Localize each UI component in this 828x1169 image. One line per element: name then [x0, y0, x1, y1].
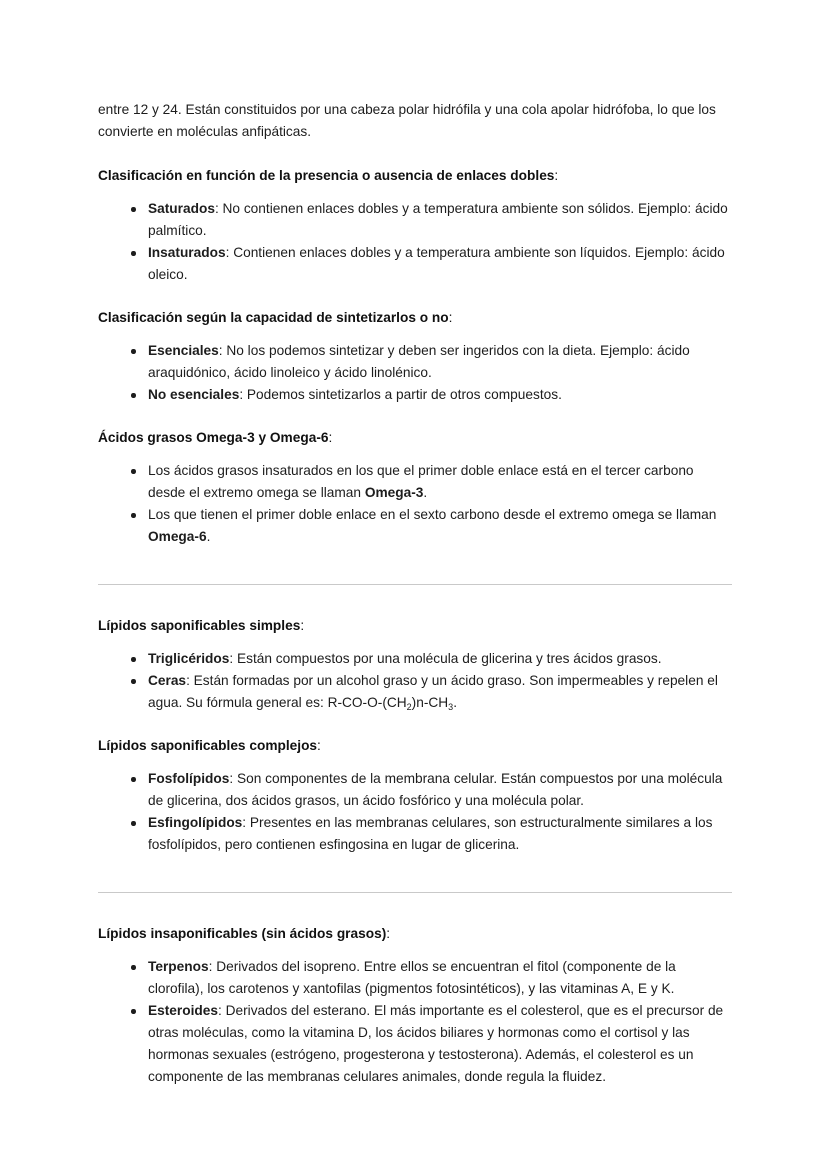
list-capacidad-sintetizarlos [98, 340, 732, 406]
list-item [98, 198, 732, 242]
spacer [98, 637, 732, 648]
list-item [98, 956, 732, 1000]
list-item-body: : Están formadas por un alcohol graso y un ácido graso. Son impermeables y repelen el agua. Su fórmula general es: [148, 673, 718, 710]
list-item [98, 504, 732, 548]
formula-part-a: R-CO-O-(CH [327, 695, 407, 710]
heading-enlaces-dobles [98, 165, 732, 187]
formula-part-b: )n-CH [411, 695, 449, 710]
list-item-body-post: . [423, 485, 428, 500]
heading-text: Lípidos saponificables simples [98, 618, 301, 633]
spacer [98, 286, 732, 307]
list-item-body: Los ácidos grasos insaturados en los que el primer doble enlace está en el tercer carbono desde el extremo omega se llaman [148, 463, 694, 500]
list-item-body: : Derivados del esterano. El más importante es el colesterol, que es el precursor de otras moléculas, como la vitamina D, los ácidos biliares y hormonas como el cortisol y las hormonas sexuales (estrógeno, progesterona y testosterona). Además, el colesterol es un componente de las membranas celulares animales, donde regula la fluidez. [148, 1003, 724, 1084]
list-item [98, 460, 732, 504]
spacer [98, 449, 732, 460]
spacer [98, 893, 732, 923]
list-item-emphasis: Omega-3 [364, 485, 424, 500]
list-item [98, 340, 732, 384]
list-item [98, 768, 732, 812]
heading-insaponificables [98, 923, 732, 945]
heading-omega-3-omega-6 [98, 427, 732, 449]
spacer [98, 143, 732, 165]
list-item-emphasis: Omega-6 [148, 529, 207, 544]
spacer [98, 856, 732, 892]
list-item-body: Los que tienen el primer doble enlace en el sexto carbono desde el extremo omega se llaman [148, 507, 717, 522]
heading-text: Lípidos insaponificables (sin ácidos grasos) [98, 926, 387, 941]
list-item [98, 242, 732, 286]
heading-colon: : [317, 738, 321, 753]
heading-colon: : [448, 310, 453, 325]
list-item-term: Saturados [148, 201, 215, 216]
spacer [98, 406, 732, 427]
spacer [98, 329, 732, 340]
formula-subscript-2: 2 [406, 702, 412, 712]
list-item-term: Ceras [148, 673, 187, 688]
list-saponificables-complejos [98, 768, 732, 856]
list-item-term: Insaturados [148, 245, 226, 260]
list-item [98, 670, 732, 714]
spacer [98, 757, 732, 768]
chemical-formula [328, 695, 457, 710]
heading-text: Clasificación en función de la presencia o ausencia de enlaces dobles [98, 168, 555, 183]
heading-saponificables-complejos [98, 735, 732, 757]
list-item-term: Fosfolípidos [148, 771, 230, 786]
heading-colon: : [386, 926, 391, 941]
spacer [98, 945, 732, 956]
heading-colon: : [300, 618, 305, 633]
heading-text: Lípidos saponificables complejos [98, 738, 318, 753]
list-insaponificables [98, 956, 732, 1088]
list-item-body: : Derivados del isopreno. Entre ellos se encuentran el fitol (componente de la clorofila), los carotenos y xantofilas (pigmentos fotosintéticos), y las vitaminas A, E y K. [148, 959, 676, 996]
list-saponificables-simples [98, 648, 732, 714]
spacer [98, 548, 732, 584]
list-item [98, 648, 732, 670]
spacer [98, 585, 732, 615]
list-item-term: Esenciales [148, 343, 219, 358]
list-item-body-post: . [206, 529, 211, 544]
spacer [98, 187, 732, 198]
list-item-term: Esteroides [148, 1003, 218, 1018]
heading-colon: : [328, 430, 333, 445]
heading-saponificables-simples [98, 615, 732, 637]
list-item [98, 812, 732, 856]
list-item-term: Triglicéridos [148, 651, 230, 666]
heading-capacidad-sintetizarlos [98, 307, 732, 329]
list-item-body: : Contienen enlaces dobles y a temperatura ambiente son líquidos. Ejemplo: ácido oleico. [148, 245, 725, 282]
list-item-body: : Podemos sintetizarlos a partir de otros compuestos. [239, 387, 562, 402]
heading-colon: : [554, 168, 559, 183]
document-body [98, 99, 732, 1088]
heading-text: Ácidos grasos Omega-3 y Omega-6 [98, 430, 329, 445]
list-item-body: : Están compuestos por una molécula de glicerina y tres ácidos grasos. [229, 651, 662, 666]
list-item [98, 384, 732, 406]
list-item-term: Esfingolípidos [148, 815, 243, 830]
intro-paragraph: entre 12 y 24. Están constituidos por una cabeza polar hidrófila y una cola apolar hidrófoba, lo que los convierte en moléculas anfipáticas. [98, 102, 716, 139]
list-item-body: : No contienen enlaces dobles y a temperatura ambiente son sólidos. Ejemplo: ácido palmítico. [148, 201, 728, 238]
spacer [98, 714, 732, 735]
formula-part-c: . [453, 695, 457, 710]
list-item-body: : Presentes en las membranas celulares, son estructuralmente similares a los fosfolípidos, pero contienen esfingosina en lugar de glicerina. [148, 815, 713, 852]
list-item [98, 1000, 732, 1088]
list-enlaces-dobles [98, 198, 732, 286]
formula-subscript-3: 3 [448, 702, 454, 712]
list-omega [98, 460, 732, 548]
list-item-term: No esenciales [148, 387, 240, 402]
list-item-body: : No los podemos sintetizar y deben ser ingeridos con la dieta. Ejemplo: ácido araquidónico, ácido linoleico y ácido linolénico. [148, 343, 690, 380]
list-item-body: : Son componentes de la membrana celular. Están compuestos por una molécula de glicerina, dos ácidos grasos, un ácido fosfórico y una molécula polar. [148, 771, 723, 808]
heading-text: Clasificación según la capacidad de sintetizarlos o no [98, 310, 449, 325]
list-item-term: Terpenos [148, 959, 209, 974]
